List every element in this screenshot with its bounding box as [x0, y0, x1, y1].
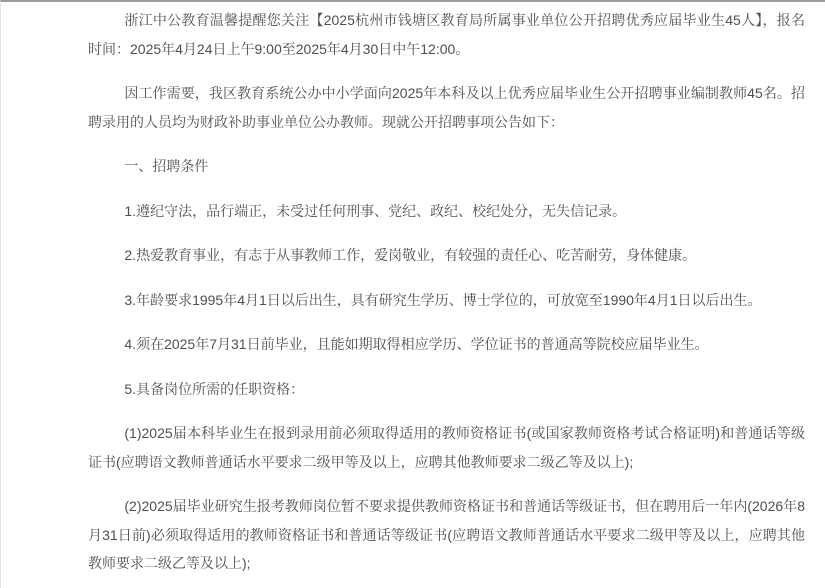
intro-paragraph: 因工作需要，我区教育系统公办中小学面向2025年本科及以上优秀应届毕业生公开招聘事业编制教师45名。招聘录用的人员均为财政补助事业单位公办教师。现就公开招聘事项公告如下： — [88, 85, 805, 130]
condition-item-1: 1.遵纪守法，品行端正，未受过任何刑事、党纪、政纪、校纪处分，无失信记录。 — [124, 202, 627, 219]
qualification-sub-item-1: (1)2025届本科毕业生在报到录用前必须取得适用的教师资格证书(或国家教师资格考试合格证明)和普通话等级证书(应聘语文教师普通话水平要求二级甲等及以上，应聘其他教师要求二级乙等及以上); — [88, 425, 805, 470]
announcement-article — [1, 2, 825, 588]
condition-item-2: 2.热爱教育事业，有志于从事教师工作，爱岗敬业，有较强的责任心、吃苦耐劳，身体健康。 — [124, 247, 697, 263]
condition-item-5: 5.具备岗位所需的任职资格： — [124, 380, 305, 397]
qualification-sub-item-2: (2)2025届毕业研究生报考教师岗位暂不要求提供教师资格证书和普通话等级证书，但在聘用后一年内(2026年8月31日前)必须取得适用的教师资格证书和普通话等级证书(应聘语文教师普通话水平要求二级甲等及以上，应聘其他教师要求二级乙等及以上); — [88, 498, 805, 571]
condition-item-4: 4.须在2025年7月31日前毕业，且能如期取得相应学历、学位证书的普通高等院校应届毕业生。 — [124, 336, 709, 352]
condition-item-3: 3.年龄要求1995年4月1日以后出生，具有研究生学历、博士学位的，可放宽至1990年4月1日以后出生。 — [124, 291, 762, 308]
notice-paragraph: 浙江中公教育温馨提醒您关注【2025杭州市钱塘区教育局所属事业单位公开招聘优秀应届毕业生45人】，报名时间：2025年4月24日上午9:00至2025年4月30日中午12:00。 — [88, 12, 805, 57]
section-heading-recruitment-conditions: 一、招聘条件 — [124, 158, 209, 174]
